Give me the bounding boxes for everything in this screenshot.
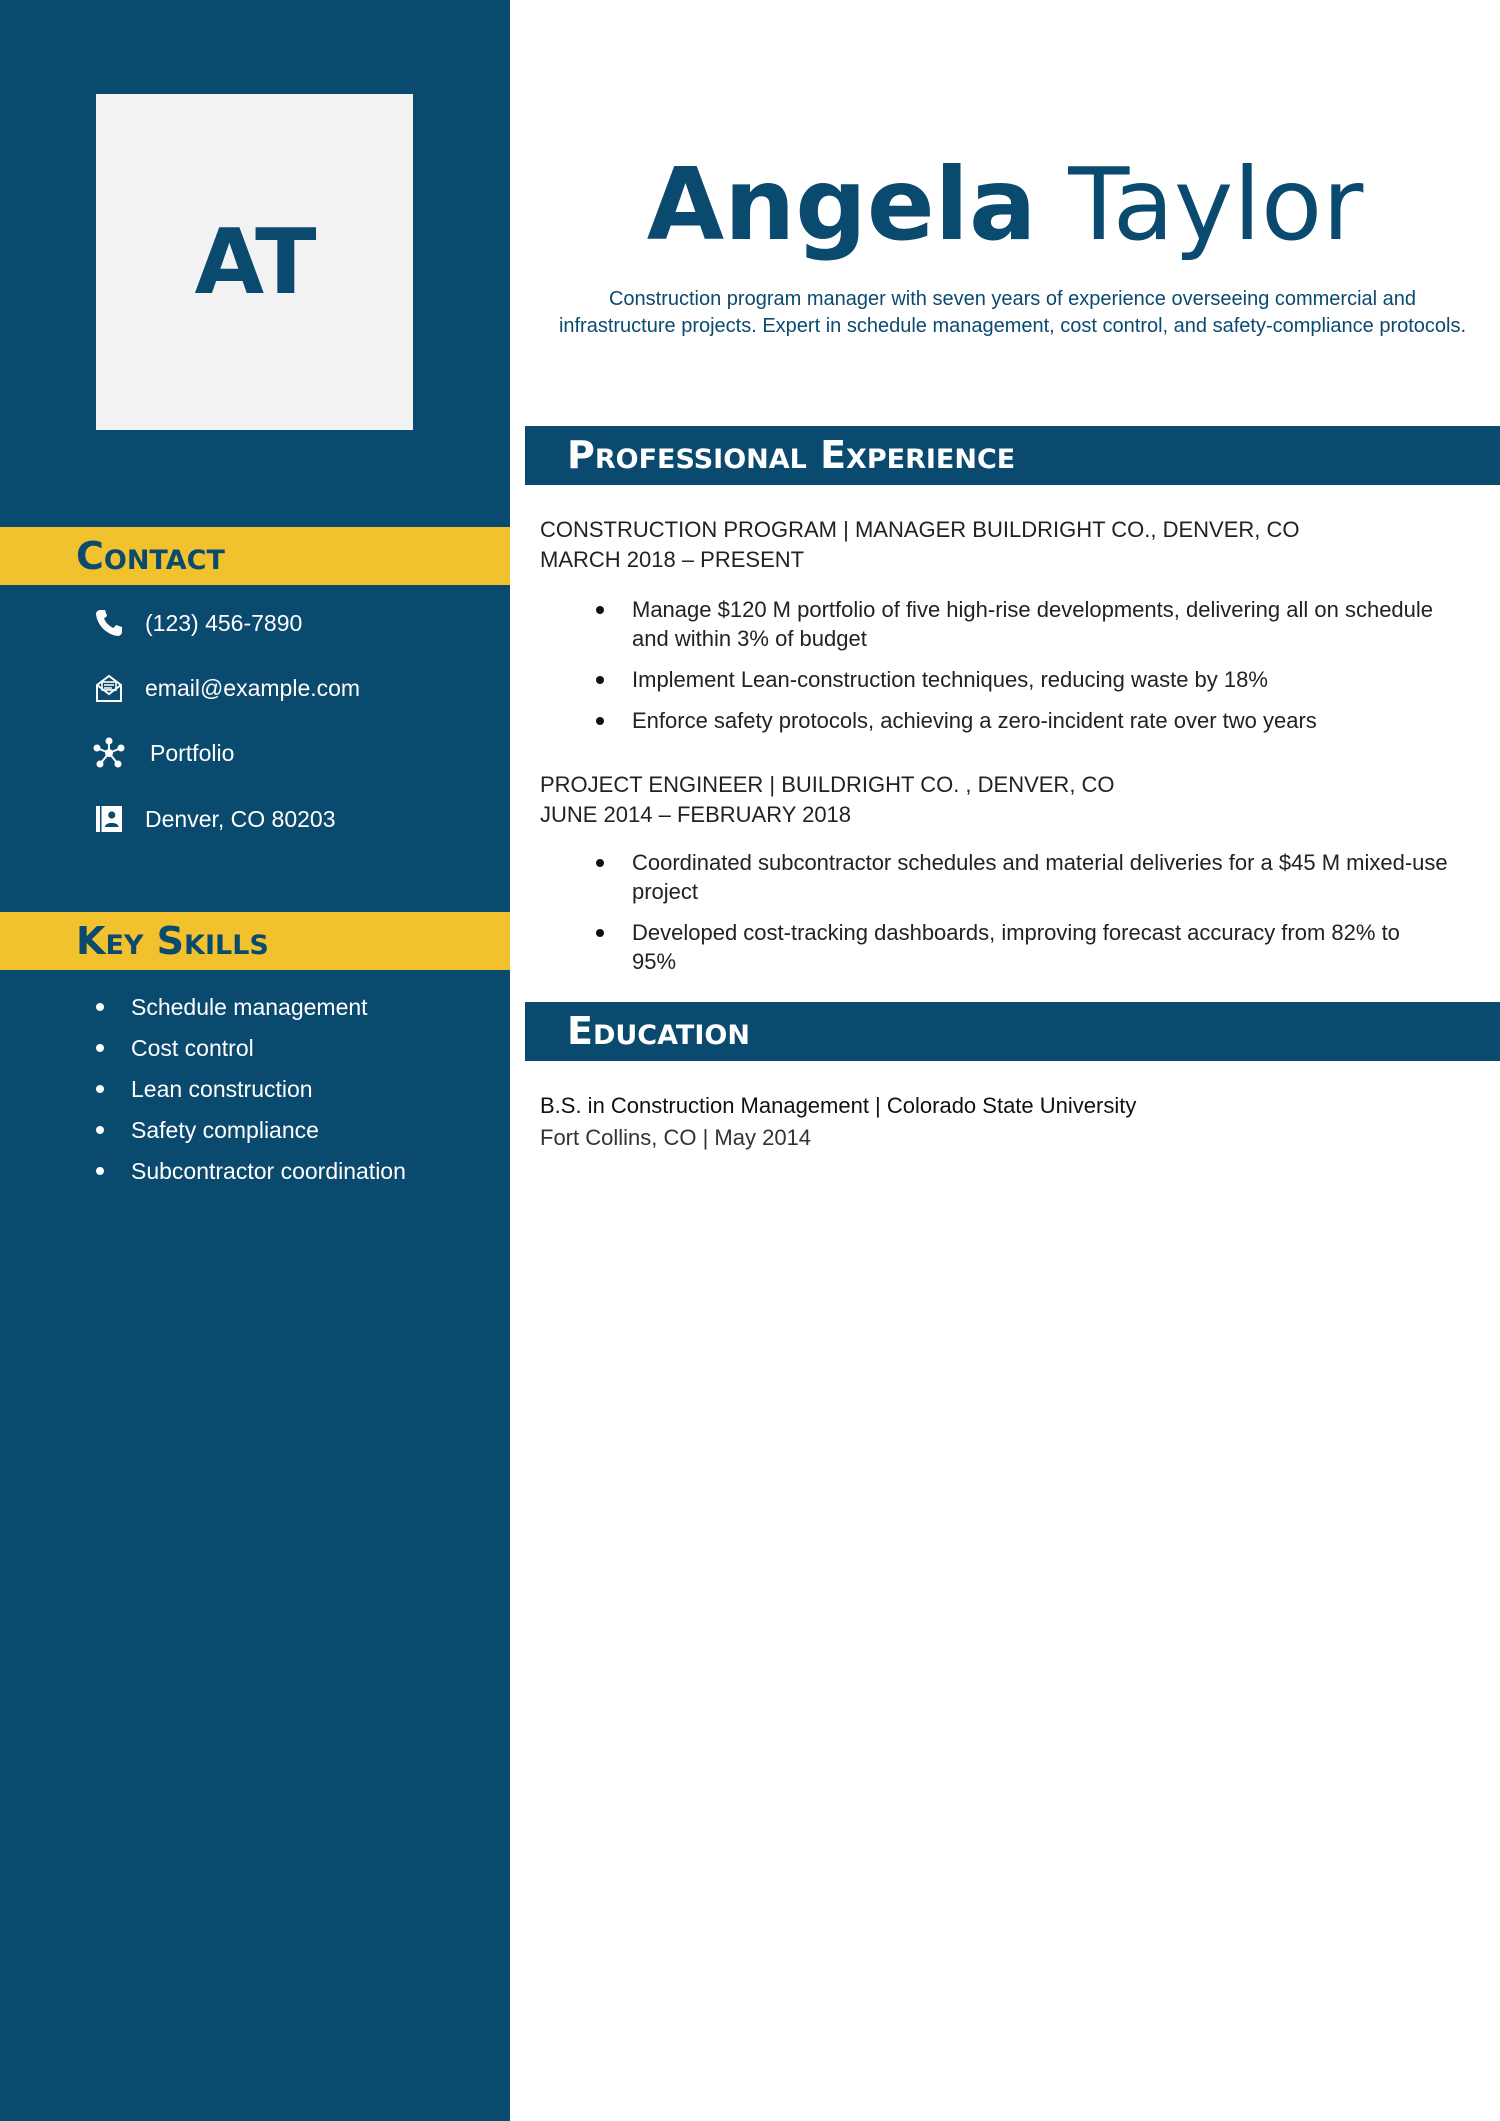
skill-item	[92, 1072, 406, 1113]
contact-phone	[92, 606, 302, 640]
bullet-dot	[596, 859, 604, 867]
contact-heading: Contact	[76, 534, 225, 578]
education-degree: B.S. in Construction Management | Colorado State University	[540, 1093, 1137, 1118]
job-bullet-text: Developed cost-tracking dashboards, improving forecast accuracy from 82% to 95%	[632, 920, 1400, 974]
skills-list	[92, 990, 406, 1195]
job-bullet-text: Implement Lean-construction techniques, reducing waste by 18%	[632, 667, 1268, 692]
job-bullet-text: Enforce safety protocols, achieving a zero-incident rate over two years	[632, 708, 1317, 733]
experience-heading: Professional Experience	[567, 433, 1016, 477]
bullet-dot	[596, 717, 604, 725]
bullet-dot	[96, 1044, 104, 1052]
skill-item	[92, 1031, 406, 1072]
contact-address-text: Denver, CO 80203	[145, 805, 336, 832]
skills-section-header	[0, 912, 510, 970]
bullet-dot	[96, 1167, 104, 1175]
bullet-dot	[96, 1085, 104, 1093]
email-icon	[92, 671, 126, 705]
skill-text: Safety compliance	[131, 1117, 319, 1143]
skill-text: Subcontractor coordination	[131, 1158, 406, 1184]
job-2-bullets	[590, 848, 1450, 988]
monogram-box	[96, 94, 413, 430]
contact-address	[92, 802, 336, 836]
candidate-name	[510, 140, 1500, 270]
job-bullet-text: Coordinated subcontractor schedules and material deliveries for a $45 M mixed-use project	[632, 850, 1448, 904]
bullet-dot	[96, 1126, 104, 1134]
job-1-bullets	[590, 595, 1450, 747]
bullet-dot	[596, 676, 604, 684]
monogram: AT	[194, 209, 315, 315]
address-icon	[92, 802, 126, 836]
skill-item	[92, 1113, 406, 1154]
job-2-dates: JUNE 2014 – FEBRUARY 2018	[540, 802, 852, 827]
skill-text: Lean construction	[131, 1076, 313, 1102]
contact-portfolio[interactable]	[92, 736, 234, 770]
job-bullet	[590, 918, 1450, 976]
skill-item	[92, 1154, 406, 1195]
contact-email[interactable]	[92, 671, 360, 705]
skills-heading: Key Skills	[76, 919, 269, 963]
job-bullet	[590, 595, 1450, 653]
job-bullet	[590, 706, 1450, 735]
sidebar	[0, 0, 510, 2121]
contact-email-text: email@example.com	[145, 674, 361, 701]
skill-text: Cost control	[131, 1035, 254, 1061]
contact-phone-text: (123) 456-7890	[145, 609, 303, 636]
contact-section-header	[0, 527, 510, 585]
job-1-heading: CONSTRUCTION PROGRAM | MANAGER BUILDRIGHT CO., DENVER, CO	[540, 517, 1300, 542]
job-2-heading: PROJECT ENGINEER | BUILDRIGHT CO. , DENVER, CO	[540, 772, 1115, 797]
education-section-header	[525, 1002, 1500, 1061]
job-bullet	[590, 665, 1450, 694]
contact-portfolio-text: Portfolio	[150, 739, 235, 766]
experience-section-header	[525, 426, 1500, 485]
education-location: Fort Collins, CO | May 2014	[540, 1125, 812, 1150]
skill-text: Schedule management	[131, 994, 368, 1020]
job-1-dates: MARCH 2018 – PRESENT	[540, 547, 805, 572]
skill-item	[92, 990, 406, 1031]
education-heading: Education	[567, 1009, 750, 1053]
last-name: Taylor	[1068, 146, 1364, 263]
job-bullet	[590, 848, 1450, 906]
job-bullet-text: Manage $120 M portfolio of five high-rise developments, delivering all on schedule and within 3% of budget	[632, 597, 1434, 651]
bullet-dot	[96, 1003, 104, 1011]
phone-icon	[92, 606, 126, 640]
bullet-dot	[596, 929, 604, 937]
portfolio-icon	[92, 736, 126, 770]
summary: Construction program manager with seven years of experience overseeing commercial and infrastructure projects. Expert in schedule management, cost control, and safety-compliance protocols.	[558, 288, 1467, 337]
first-name: Angela	[646, 146, 1037, 263]
bullet-dot	[596, 606, 604, 614]
